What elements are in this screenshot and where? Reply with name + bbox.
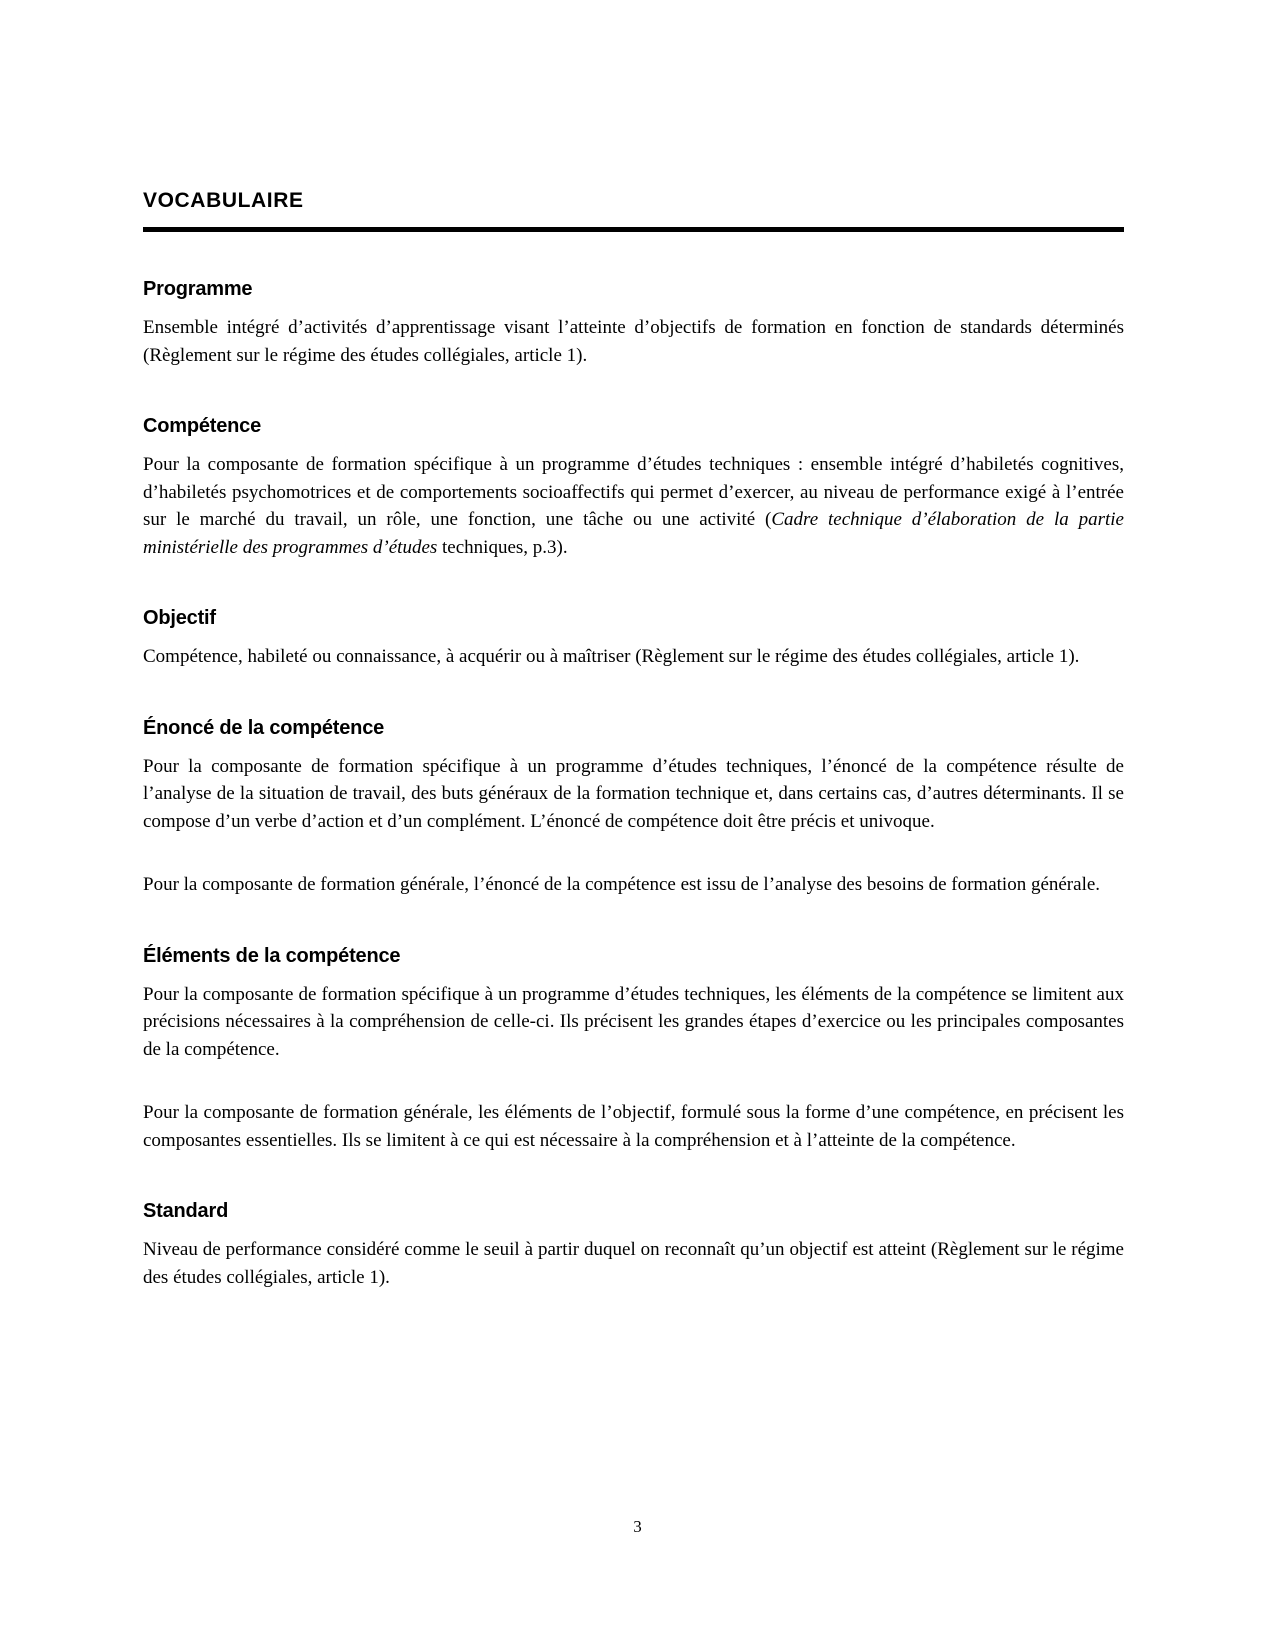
section-competence <box>143 416 1124 561</box>
text-run: Pour la composante de formation spécifique à un programme d’études techniques, l’énoncé de la compétence résulte de l’analyse de la situation de travail, des buts généraux de la formation technique et, dans certains cas, d’autres déterminants. Il se compose d’un verbe d’action et d’un complément. L’énoncé de compétence doit être précis et univoque. <box>143 755 1124 832</box>
paragraph <box>143 753 1124 836</box>
section-heading: Standard <box>143 1200 229 1222</box>
page-title: VOCABULAIRE <box>143 189 304 212</box>
paragraph <box>143 314 1124 369</box>
paragraph <box>143 981 1124 1064</box>
title-rule <box>143 227 1124 232</box>
paragraph <box>143 451 1124 561</box>
section-heading: Énoncé de la compétence <box>143 716 385 739</box>
page-number: 3 <box>633 1517 642 1536</box>
section-elements-de-la-competence <box>143 946 1124 1155</box>
text-run: Ensemble intégré d’activités d’apprentissage visant l’atteinte d’objectifs de formation en fonction de standards déterminés (Règlement sur le régime des études collégiales, article 1). <box>143 317 1124 366</box>
text-run: Pour la composante de formation générale, les éléments de l’objectif, formulé sous la forme d’une compétence, en précisent les composantes essentielles. Ils se limitent à ce qui est nécessaire à la compréhension et à l’atteinte de la compétence. <box>143 1102 1124 1151</box>
italic-text-run: Cadre technique d’élaboration de la partie ministérielle des programmes d’études <box>143 509 1124 558</box>
paragraph <box>143 871 1124 899</box>
section-heading: Objectif <box>143 607 216 629</box>
section-programme <box>143 279 1124 369</box>
section-heading: Éléments de la compétence <box>143 944 401 967</box>
section-enonce-de-la-competence <box>143 718 1124 899</box>
text-run: Niveau de performance considéré comme le seuil à partir duquel on reconnaît qu’un objectif est atteint (Règlement sur le régime des études collégiales, article 1). <box>143 1239 1124 1288</box>
paragraph <box>143 643 1124 671</box>
text-run: Pour la composante de formation générale, l’énoncé de la compétence est issu de l’analyse des besoins de formation générale. <box>143 874 1101 895</box>
paragraph <box>143 1099 1124 1154</box>
section-heading: Programme <box>143 278 253 300</box>
document-content <box>143 190 1124 1291</box>
document-body <box>143 279 1124 1291</box>
text-run: Pour la composante de formation spécifique à un programme d’études techniques, les éléments de la compétence se limitent aux précisions nécessaires à la compréhension de celle-ci. Ils précisent les grandes étapes d’exercice ou les principales composantes de la compétence. <box>143 983 1124 1060</box>
paragraph <box>143 1236 1124 1291</box>
text-run: Compétence, habileté ou connaissance, à acquérir ou à maîtriser (Règlement sur le régime des études collégiales, article 1). <box>143 646 1080 667</box>
section-heading: Compétence <box>143 415 262 437</box>
section-standard <box>143 1201 1124 1291</box>
section-objectif <box>143 608 1124 671</box>
text-run: techniques, p.3). <box>437 536 568 558</box>
text-run: Pour la composante de formation spécifique à un programme d’études techniques : ensemble intégré d’habiletés cognitives, d’habiletés psychomotrices et de comportements socioaffectifs qui permet d’exercer, au niveau de performance exigé à l’entrée sur le marché du travail, un rôle, une fonction, une tâche ou une activité ( <box>143 454 1124 530</box>
